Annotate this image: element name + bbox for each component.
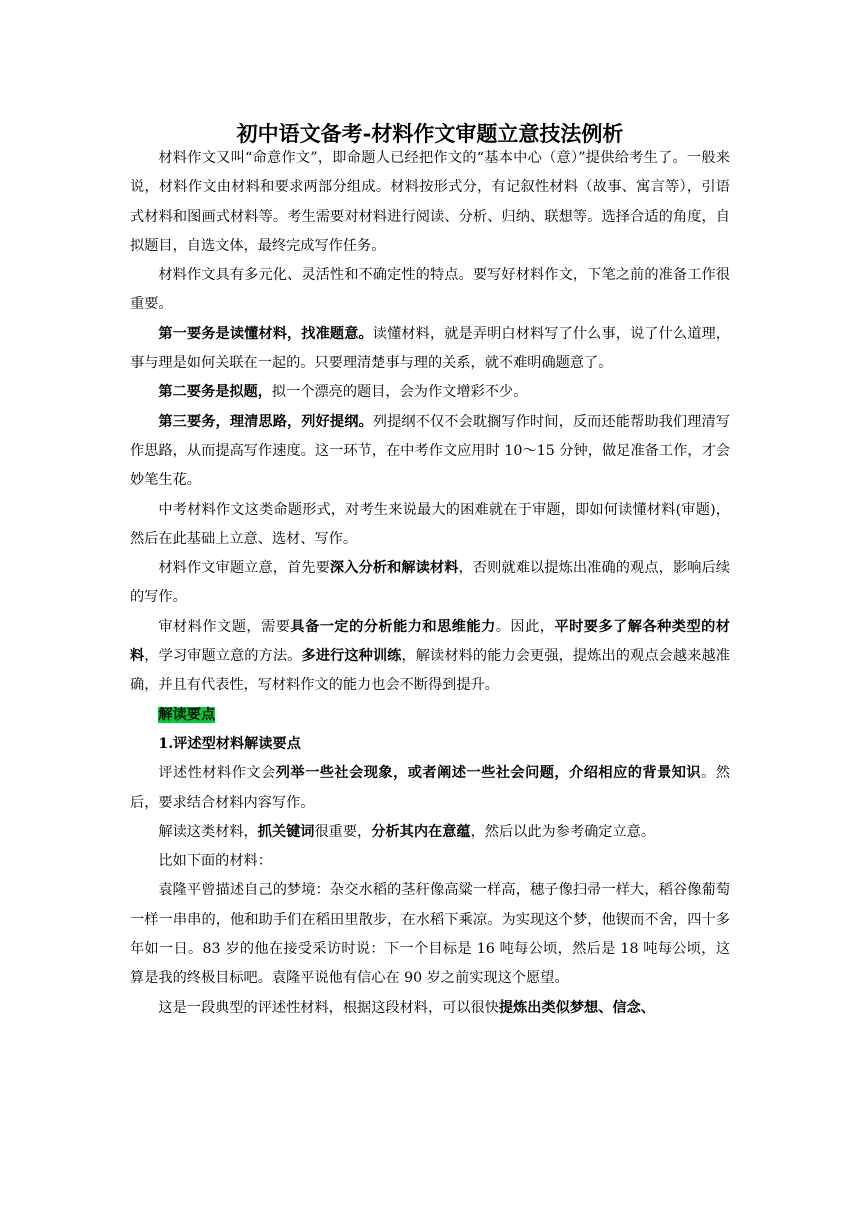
text-run: 材料作文审题立意，首先要	[158, 560, 330, 577]
text-run: 材料作文又叫“命意作文”，即命题人已经把作文的“基本中心（意）”提供给考生了。一般来说，材料作文由材料和要求两部分组成。材料按形式分，有记叙性材料（故事、寓言等），引语式材料和图画式材料等。考生需要对材料进行阅读、分析、归纳、联想等。选择合适的角度，自拟题目，自选文体，最终完成写作任务。	[130, 150, 730, 254]
text-run: 中考材料作文这类命题形式，对考生来说最大的困难就在于审题，即如何读懂材料(审题)，然后在此基础上立意、选材、写作。	[130, 501, 730, 547]
example-section	[130, 759, 730, 1023]
text-run: ，解读材料的能力会更强，提炼出的观点会越来越准确，并且有代表性，写材料作文的能力也会不断得到提升。	[130, 648, 730, 694]
bold-text: 第一要务是读懂材料，找准题意。	[158, 325, 373, 342]
text-run: ，否则就难以提炼出准确的观点，影响后续的写作。	[130, 560, 730, 606]
bold-text: 第三要务，理清思路，列好提纲。	[158, 413, 373, 430]
document-title: 初中语文备考-材料作文审题立意技法例析	[236, 121, 624, 147]
text-run: 列提纲不仅不会耽搁写作时间，反而还能帮助我们理清写作思路，从而提高写作速度。这一环节，在中考作文应用时 10～15 分钟，做足准备工作，才会妙笔生花。	[130, 413, 730, 489]
paragraph	[130, 320, 730, 379]
text-run: 拟一个漂亮的题目，会为作文增彩不少。	[271, 384, 528, 401]
text-run: 袁隆平曾描述自己的梦境：杂交水稻的茎秆像高粱一样高，穗子像扫帚一样大，稻谷像葡萄一样一串串的，他和助手们在稻田里散步，在水稻下乘凉。为实现这个梦，他锲而不舍，四十多年如一日。83 岁的他在接受采访时说：下一个目标是 16 吨每公顷，然后是 18 吨每公顷，这算是我的终极目标吧。袁隆平说他有信心在 90 岁之前实现这个愿望。	[130, 882, 730, 987]
text-run: 很重要，	[314, 823, 372, 840]
text-run: 比如下面的材料：	[158, 853, 272, 870]
section-heading-line	[130, 701, 730, 730]
bold-text: 深入分析和解读材料	[329, 560, 459, 577]
paragraph	[130, 261, 730, 320]
bold-text: 提炼出类似梦想、信念、	[498, 999, 655, 1016]
paragraph	[130, 759, 730, 818]
paragraph	[130, 144, 730, 261]
text-run: 。然后，要求结合材料内容写作。	[130, 765, 730, 811]
bold-text: 列举一些社会现象，或者阐述一些社会问题，介绍相应的背景知识	[275, 765, 702, 782]
text-run: 审材料作文题，需要	[158, 618, 291, 635]
highlight-label: 解读要点	[158, 706, 216, 723]
intro-section	[130, 144, 730, 701]
paragraph	[130, 613, 730, 701]
text-run: ，然后以此为参考确定立意。	[470, 823, 656, 840]
text-run: 这是一段典型的评述性材料，根据这段材料，可以很快	[158, 999, 499, 1016]
text-run: 读懂材料，就是弄明白材料写了什么事，说了什么道理，事与理是如何关联在一起的。只要理清楚事与理的关系，就不难明确题意了。	[130, 325, 730, 372]
document-body	[130, 144, 730, 1023]
bold-text: 多进行这种训练	[301, 648, 402, 665]
subheading: 1.评述型材料解读要点	[158, 735, 301, 752]
paragraph	[130, 408, 730, 496]
paragraph	[130, 496, 730, 555]
text-run: 评述性材料作文会	[158, 765, 276, 782]
text-run: 解读这类材料，	[158, 823, 258, 840]
paragraph	[130, 876, 730, 993]
bold-text: 具备一定的分析能力和思维能力	[290, 618, 496, 635]
text-run: 。因此，	[495, 618, 555, 635]
bold-text: 分析其内在意蕴	[371, 823, 471, 840]
text-run: ，学习审题立意的方法。	[144, 648, 302, 665]
bold-text: 平时要多了解各种类型的材料	[130, 618, 730, 665]
text-run: 材料作文具有多元化、灵活性和不确定性的特点。要写好材料作文，下笔之前的准备工作很重要。	[130, 267, 730, 313]
paragraph	[130, 994, 730, 1023]
bold-text: 第二要务是拟题，	[158, 384, 272, 401]
paragraph	[130, 554, 730, 613]
paragraph	[130, 378, 730, 407]
bold-text: 抓关键词	[257, 823, 315, 840]
paragraph	[130, 847, 730, 876]
paragraph	[130, 818, 730, 847]
